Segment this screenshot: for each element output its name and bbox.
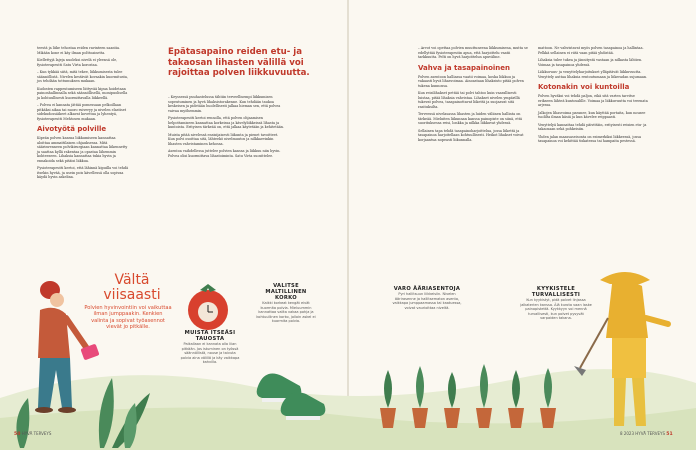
section-heading: Kotonakin voi kuntoilla: [538, 83, 630, 91]
right-col-1: [418, 46, 528, 145]
tip-safe-squat: [520, 286, 592, 321]
paragraph: teestä ja liike tehostaa reiden ravinteen saantia. Mikään kone ei käy ilman polttoainetta.: [37, 46, 121, 55]
paragraph: mattoon. Ne vahvistavat myös polven tasapainoa ja hallintaa. Pelkkä sellainen ei riitä vaan pitää yhdistää.: [538, 46, 644, 55]
tip-moderate-heel: [254, 283, 318, 324]
tip-extreme-positions: [392, 286, 462, 310]
page-folio-right: [620, 431, 673, 437]
paragraph: Yhden jalan maassaseisonta on esimerkiksi liikkeessä, jossa tasapainoa voi kehittää tiskatessa tai hampaita pestessä.: [538, 134, 642, 143]
paragraph: Kudosten rappeutumiseen liittyvää kipua hoidetaan painonhallinnalla sekä säännöllisellä, monipuolisella ja kohtuullisesti kuormittavalla liikkeellä.: [37, 86, 128, 100]
paragraph: – Kun tykkää siitä, mitä tekee, liikkumisesta tulee säännöllistä. Nivelen kestävät kovaakin kuormitusta, jos tehdään tottumuksen mukaan.: [37, 70, 129, 83]
tip-title: VARO ÄÄRIASENTOJA: [393, 286, 461, 292]
page-folio-left: [14, 431, 51, 437]
pull-quote-headline: Epätasapaino reiden etu- ja takaosan lihasten välillä voi rajoittaa polven liikkuvuutta.: [168, 47, 310, 78]
paragraph: Kun reisilihakset pettää tai polvi tahtoo kuin vaarallisesti luistaa, pitää lihaksia vahvistaa. Lihakset nivelen ympärillä tukevat polvea, tasapainottavat liikettä ja suojaavat sitä rasituksilta.: [418, 91, 520, 109]
tip-break-reminder: [180, 330, 240, 365]
magazine-name: 8 2023 HYVÄ TERVEYS: [620, 431, 665, 436]
paragraph: Lihaksia tulee tukea ja jännitystä vastaan ja nilkasta lähtien. Voimaa ja tasapainoa yhdessä.: [538, 58, 643, 67]
paragraph: Polven hyväksi voi tehdä paljon, eikä sitä varten tarvitse erikseen lähteä kuntosalille. Voimaa ja liikkuvuutta voi treenata arjessa.: [538, 94, 648, 107]
paragraph: Fysioterapeutti kertoi, että lähinnä kipuilla voi tehdä itsekin hyvää, ja usein pois kävellessä olla sopivaa käydä hyvin askelina.: [37, 166, 129, 179]
tip-body: Kaikki korkeat kengät eivät kuormita polvia. Mieluummin kannattaa valita vakaa pohja ja kohtuullinen korko, jolloin askel ei kuormita polvia.: [256, 301, 316, 324]
tomato-timer-icon: [188, 284, 228, 330]
section-heading: Vahva ja tasapainoinen: [418, 63, 511, 72]
paragraph: Kiellettyjä lajeja nuoleksi nivelä ei yleensä ole, fysioterapeutti Satu Virta korostaa.: [37, 58, 118, 67]
tip-title: KYYKISTELE TURVALLISESTI: [531, 286, 581, 298]
paragraph: Sellainen tapa tehdä tasapainoharjoittelua, jossa liikettä ja tasapainoa harjoitellaan kohtuullisesti. Heikot lihakset voivat korjaantua nopeasti liikunnalla.: [418, 128, 524, 142]
left-col-2: [168, 95, 286, 161]
magazine-name: HYVÄ TERVEYS: [21, 431, 52, 436]
right-col-2: [538, 46, 650, 147]
paragraph: – Keyssessä puuhastelussa tähtiin terveellisempi liikkumisen sopeutuminen ja hyvä lihaksistorakenne. Kun tehdään taukoa keskeisen ja pidetään huolellisesti jalkaa hieman sen, että polvea vaivaa myöhemmin.: [168, 95, 281, 113]
paragraph: Liikkuvuus- ja venyttelyharjoitukset ylläpitävät liikkuvuutta. Venyttely auttaa lihaksia rentoutumaan ja liikeradan sujumaan.: [538, 70, 648, 79]
page-number: 50: [14, 432, 21, 437]
tips-intro: Polvien hyvinvointiin voi vaikuttaa ilman jumppaakin. Kenkien valinta ja sopivat työasennot vievät jo pitkälle.: [84, 305, 172, 331]
left-col-1: [37, 46, 129, 183]
paragraph: Terveessä nivelasassa lihasten ja luiden väliinen hallinta on tärkeää. Mieluiten liikunnan kanssa painopiste on siinä, että suorituksessa reisi, lonkka ja nilkka liikkuvat yhdessä.: [418, 112, 523, 125]
paragraph: Kipeän polven kanssa liikkumiseen kannattaa aloittaa ammattilaisen ohjauksessa. Mitä säärinvenneen polvikirurgiaan kannattaa liikennetty ja saattaa kyllä rakentaa ja opastaa lähemmin kohteeseen. Lihaksia kannattaa tukia hyvin ja ennakoida sekä pitäisi liikkua.: [37, 136, 128, 163]
paragraph: – Arvot voi opettaa polvien muuttuneena liikkumisena, mutta se edellyttää fysioterapeutin apua, että harjoittelu vaatii tarkkuutta. Pelti on hyvä harjoittelun apuväline.: [418, 46, 528, 59]
tip-title: VALITSE MALTILLINEN KORKO: [265, 283, 307, 301]
tip-title: MUISTA ITSEÄSI TAUOSTA: [184, 330, 236, 342]
paragraph: Polven asentoon halliassa vaatii voimaa, koska liikkuu ja vakaasti hyvä lihasvoimaa. Ainoastaan lihaksisto pitää polven tukena kunnossa.: [418, 74, 524, 88]
section-heading: Aivotyötä polville: [37, 125, 107, 133]
page-number: 51: [666, 432, 673, 437]
paragraph: Venyttelyä kannattaa tehdä päivittäin, erityisesti reisien etu- ja takaosaan sekä pohkeisiin.: [538, 122, 647, 131]
tip-body: Paikallaan ei kannata olla liian pitkään. Jos istuminen on työssä säännöllistä, nouse ja taivuta polvia aina välillä ja käy vaikkapa kahvilla.: [180, 342, 240, 365]
paragraph: Asentoa vaihdellessa juttelee polvien kanssa ja liikkuu niin hyvin. Polvea olisi kuormittava lihastoiminta. Satu Virta suosittelee.: [168, 149, 281, 158]
paragraph: Jalkojen lihasvoima paranee, kun käyttää portaita, kun nousee tuolilta ilman käsiä ja kun kävelee reippaasti.: [538, 110, 646, 119]
tip-body: Pyri hallitsuun liikkeisiin. Nivelen äärirasenne ja hallitsematon asento, vaikkapa jumppaamassa tai kaatuessa, voivat vaurioittaa niveltä.: [392, 292, 462, 310]
paragraph: – Polvea ei kannata jättää pomessaan pelkoillaan pitkäksi aikaa tai nuoro ruiveryy ja nivelen elastiset sidekudossäikeet alkavat kovettua ja lyhentyä, fysioterapeutti Mehtosen mukaan.: [37, 103, 127, 121]
paragraph: Fysioterapeutti kertoi rennolla, että polven ohjaamisen helpottamiseen kannattaa korkeissa ja kävelyliikkeissä lihasta ja kuntoista. Erityisen tärkeää on, että jalkaa käytetään ja kehitetään.: [168, 116, 285, 129]
tips-title: Vältä viisaasti: [103, 272, 161, 303]
tip-body: Kun kyykistyt, pidä polvet linjassa jalkaterien kanssa. Älä kurota vaan laske painopistettä. Kyykkyyn voi mennä turvallisesti, kun polvet pysyvät varpaiden takana.: [520, 298, 592, 321]
paragraph: Muista pitää nivelessä ensisijaisesti liikunta ja pienet tavoitteet. Kun polvi osoittaa sitä, lähteekö nivelmuutos ja nilkkaevinkin lihasten vahvistaminen kehossa.: [168, 132, 279, 146]
